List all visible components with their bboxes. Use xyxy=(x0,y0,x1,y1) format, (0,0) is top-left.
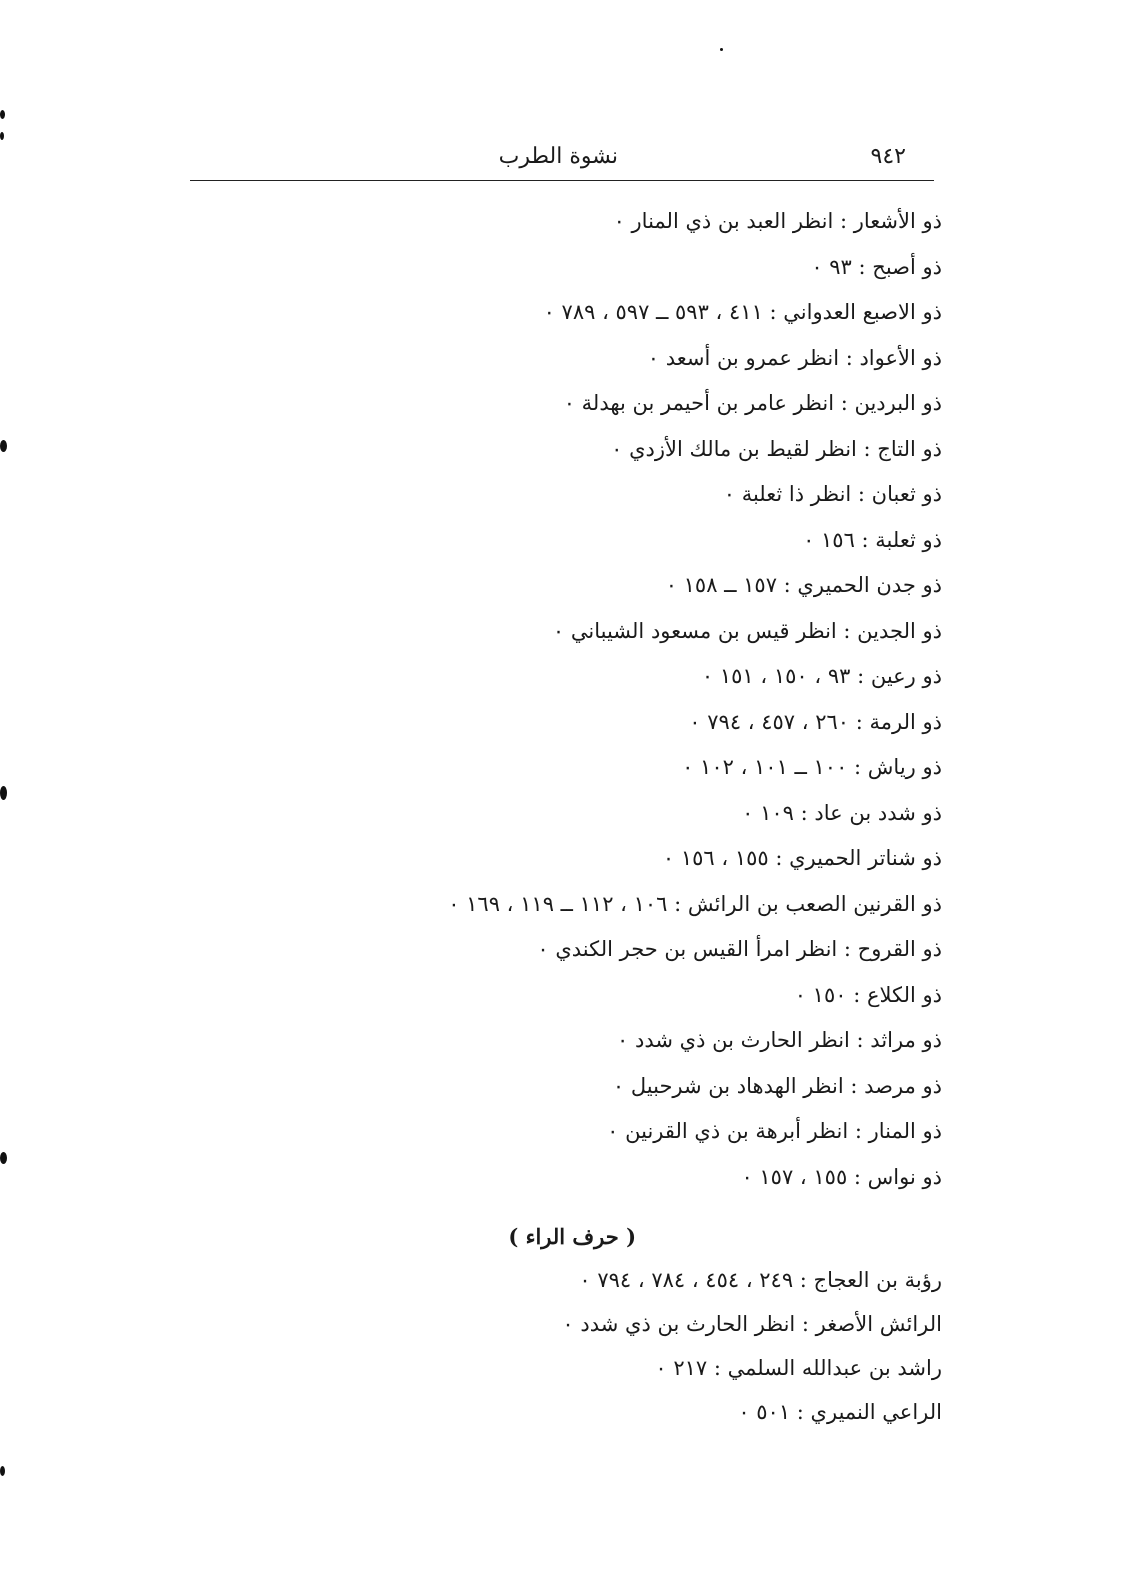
scan-speck xyxy=(0,786,7,800)
index-entry: ذو شدد بن عاد : ١٠٩ ٠ xyxy=(742,800,942,825)
index-entry: ذو التاج : انظر لقيط بن مالك الأزدي ٠ xyxy=(611,436,942,461)
index-entries-dhal xyxy=(142,203,942,1204)
scan-speck xyxy=(720,48,723,51)
index-entry: ذو الاصبع العدواني : ٤١١ ، ٥٩٣ ــ ٥٩٧ ، ٧٨٩ ٠ xyxy=(543,300,942,324)
scan-speck xyxy=(0,440,7,452)
index-entry: ذو الأشعار : انظر العبد بن ذي المنار ٠ xyxy=(613,209,942,233)
index-entries-ra xyxy=(142,1262,942,1438)
scan-speck xyxy=(0,1466,5,1476)
index-entry: رؤبة بن العجاج : ٢٤٩ ، ٤٥٤ ، ٧٨٤ ، ٧٩٤ ٠ xyxy=(579,1268,942,1292)
index-entry: الرائش الأصغر : انظر الحارث بن ذي شدد ٠ xyxy=(562,1312,942,1336)
index-entry: ذو ثعلبة : ١٥٦ ٠ xyxy=(803,527,942,552)
index-entry: ذو رعين : ٩٣ ، ١٥٠ ، ١٥١ ٠ xyxy=(701,664,942,688)
index-entry: ذو رياش : ١٠٠ ــ ١٠١ ، ١٠٢ ٠ xyxy=(682,755,942,779)
header-rule xyxy=(190,180,934,181)
index-entry: ذو القروح : انظر امرأ القيس بن حجر الكندي ٠ xyxy=(537,937,942,961)
index-entry: ذو الكلاع : ١٥٠ ٠ xyxy=(794,982,942,1007)
scan-speck xyxy=(0,110,5,119)
index-entry: ذو الجدين : انظر قيس بن مسعود الشيباني ٠ xyxy=(552,618,942,643)
index-entry: ذو نواس : ١٥٥ ، ١٥٧ ٠ xyxy=(741,1164,942,1189)
index-entry: ذو مراثد : انظر الحارث بن ذي شدد ٠ xyxy=(617,1028,942,1052)
page-number: ٩٤٢ xyxy=(870,144,906,169)
index-entry: ذو مرصد : انظر الهدهاد بن شرحبيل ٠ xyxy=(612,1073,942,1098)
scan-speck xyxy=(0,1152,7,1164)
page-header xyxy=(190,142,934,182)
index-entry: ذو أصبح : ٩٣ ٠ xyxy=(811,254,942,279)
index-entry: ذو القرنين الصعب بن الرائش : ١٠٦ ، ١١٢ ــ ١١٩ ، ١٦٩ ٠ xyxy=(448,891,942,916)
index-entry: ذو البردين : انظر عامر بن أحيمر بن بهدلة ٠ xyxy=(563,391,942,415)
index-entry: ذو الأعواد : انظر عمرو بن أسعد ٠ xyxy=(647,345,942,370)
index-entry: ذو شناتر الحميري : ١٥٥ ، ١٥٦ ٠ xyxy=(662,846,942,870)
running-title: نشوة الطرب xyxy=(498,144,618,169)
index-entry: الراعي النميري : ٥٠١ ٠ xyxy=(738,1400,942,1424)
index-entry: ذو المنار : انظر أبرهة بن ذي القرنين ٠ xyxy=(607,1119,942,1143)
index-entry: ذو الرمة : ٢٦٠ ، ٤٥٧ ، ٧٩٤ ٠ xyxy=(689,709,942,734)
scan-speck xyxy=(0,132,4,140)
index-entry: ذو ثعبان : انظر ذا ثعلبة ٠ xyxy=(723,482,942,506)
index-entry: راشد بن عبدالله السلمي : ٢١٧ ٠ xyxy=(655,1356,942,1380)
section-heading-ra: ( حرف الراء ) xyxy=(508,1224,636,1249)
index-entry: ذو جدن الحميري : ١٥٧ ــ ١٥٨ ٠ xyxy=(665,573,942,597)
